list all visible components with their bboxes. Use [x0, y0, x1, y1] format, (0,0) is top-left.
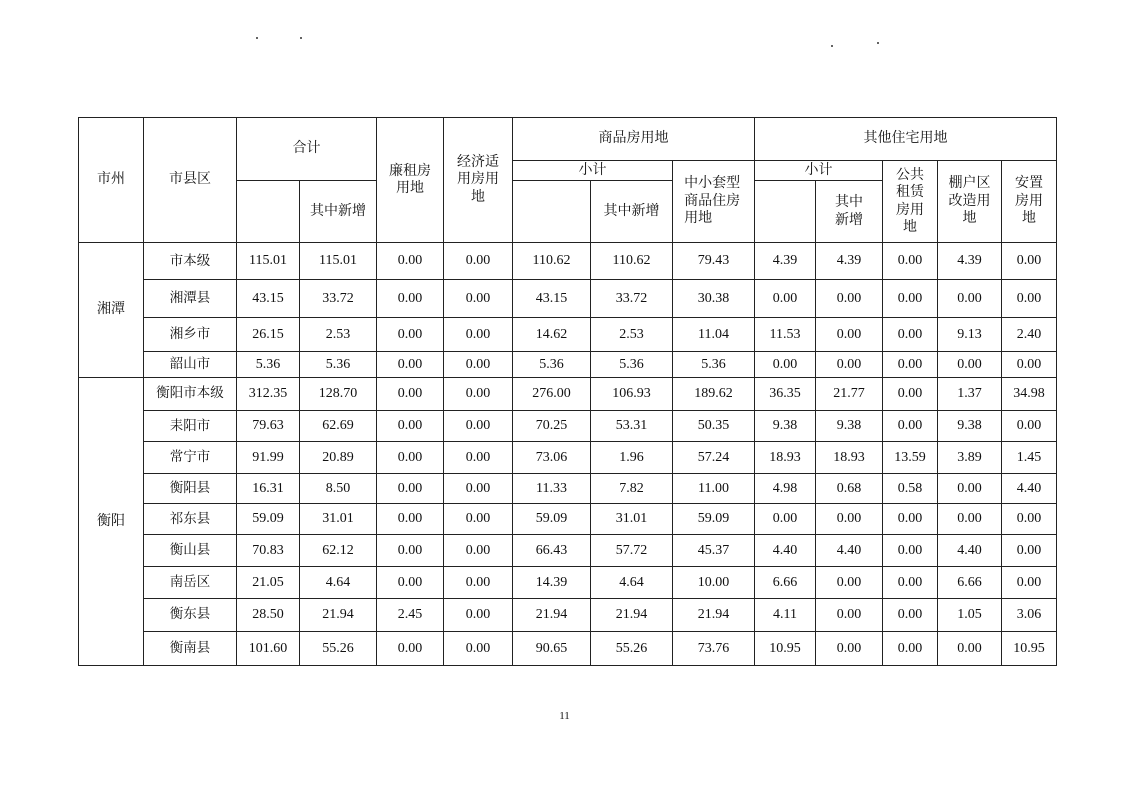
- value-cell: 11.04: [673, 317, 755, 351]
- county-cell: 湘潭县: [144, 280, 237, 317]
- value-cell: 0.00: [938, 352, 1002, 377]
- value-cell: 4.98: [755, 473, 816, 503]
- value-cell: 0.00: [377, 535, 444, 566]
- value-cell: 9.38: [755, 410, 816, 441]
- value-cell: 90.65: [513, 631, 591, 666]
- table-row: [79, 317, 1057, 351]
- scan-speck: [831, 45, 833, 47]
- value-cell: 33.72: [591, 280, 673, 317]
- value-cell: 0.00: [883, 599, 938, 631]
- scan-speck: [300, 37, 302, 39]
- table-row: [79, 599, 1057, 631]
- value-cell: 0.00: [755, 352, 816, 377]
- value-cell: 101.60: [237, 631, 300, 666]
- value-cell: 43.15: [237, 280, 300, 317]
- value-cell: 59.09: [673, 504, 755, 535]
- value-cell: 0.00: [1002, 504, 1057, 535]
- value-cell: 0.00: [816, 504, 883, 535]
- value-cell: 5.36: [513, 352, 591, 377]
- value-cell: 0.00: [377, 243, 444, 280]
- table-row: [79, 243, 1057, 280]
- header-commercial: 商品房用地: [513, 118, 755, 161]
- value-cell: 0.00: [377, 317, 444, 351]
- header-resettle: 安置房用地: [1002, 161, 1057, 243]
- value-cell: 0.00: [1002, 410, 1057, 441]
- value-cell: 0.00: [444, 410, 513, 441]
- value-cell: 0.00: [938, 631, 1002, 666]
- value-cell: 66.43: [513, 535, 591, 566]
- value-cell: 0.00: [938, 280, 1002, 317]
- value-cell: 70.25: [513, 410, 591, 441]
- value-cell: 45.37: [673, 535, 755, 566]
- value-cell: 0.00: [1002, 535, 1057, 566]
- header-commercial-subtotal-blank: [513, 181, 591, 243]
- table-row: [79, 352, 1057, 377]
- header-other-subtotal: 小计: [755, 161, 883, 181]
- value-cell: 43.15: [513, 280, 591, 317]
- value-cell: 11.00: [673, 473, 755, 503]
- value-cell: 7.82: [591, 473, 673, 503]
- value-cell: 0.00: [444, 442, 513, 473]
- value-cell: 0.00: [883, 566, 938, 598]
- value-cell: 30.38: [673, 280, 755, 317]
- value-cell: 4.40: [816, 535, 883, 566]
- value-cell: 0.58: [883, 473, 938, 503]
- value-cell: 21.94: [591, 599, 673, 631]
- value-cell: 4.64: [300, 566, 377, 598]
- value-cell: 2.53: [591, 317, 673, 351]
- county-cell: 耒阳市: [144, 410, 237, 441]
- value-cell: 0.00: [444, 280, 513, 317]
- header-commercial-subtotal: 小计: [513, 161, 673, 181]
- value-cell: 4.39: [816, 243, 883, 280]
- value-cell: 0.00: [816, 317, 883, 351]
- value-cell: 1.45: [1002, 442, 1057, 473]
- value-cell: 4.40: [755, 535, 816, 566]
- value-cell: 20.89: [300, 442, 377, 473]
- value-cell: 0.00: [444, 504, 513, 535]
- value-cell: 5.36: [591, 352, 673, 377]
- header-lowrent: 廉租房用地: [377, 118, 444, 243]
- value-cell: 276.00: [513, 377, 591, 410]
- value-cell: 53.31: [591, 410, 673, 441]
- value-cell: 21.05: [237, 566, 300, 598]
- city-cell: 衡阳: [79, 377, 144, 665]
- value-cell: 0.68: [816, 473, 883, 503]
- value-cell: 4.39: [938, 243, 1002, 280]
- value-cell: 0.00: [883, 504, 938, 535]
- value-cell: 5.36: [237, 352, 300, 377]
- header-total-new: 其中新增: [300, 181, 377, 243]
- county-cell: 湘乡市: [144, 317, 237, 351]
- scan-speck: [877, 42, 879, 44]
- value-cell: 10.95: [1002, 631, 1057, 666]
- value-cell: 73.76: [673, 631, 755, 666]
- value-cell: 31.01: [591, 504, 673, 535]
- value-cell: 0.00: [883, 535, 938, 566]
- value-cell: 0.00: [377, 631, 444, 666]
- header-total-blank: [237, 181, 300, 243]
- header-city: 市州: [79, 118, 144, 243]
- value-cell: 0.00: [377, 442, 444, 473]
- value-cell: 31.01: [300, 504, 377, 535]
- county-cell: 衡阳县: [144, 473, 237, 503]
- county-cell: 祁东县: [144, 504, 237, 535]
- page-number: 11: [559, 710, 570, 722]
- header-other-new: 其中新增: [816, 181, 883, 243]
- value-cell: 1.37: [938, 377, 1002, 410]
- value-cell: 0.00: [444, 317, 513, 351]
- value-cell: 59.09: [513, 504, 591, 535]
- value-cell: 312.35: [237, 377, 300, 410]
- value-cell: 4.64: [591, 566, 673, 598]
- value-cell: 0.00: [883, 631, 938, 666]
- table-row: [79, 535, 1057, 566]
- value-cell: 50.35: [673, 410, 755, 441]
- value-cell: 21.94: [513, 599, 591, 631]
- header-commercial-small: 中小套型商品住房用地: [673, 161, 755, 243]
- county-cell: 衡阳市本级: [144, 377, 237, 410]
- table-row: [79, 377, 1057, 410]
- value-cell: 73.06: [513, 442, 591, 473]
- value-cell: 6.66: [938, 566, 1002, 598]
- value-cell: 0.00: [938, 473, 1002, 503]
- table-row: [79, 280, 1057, 317]
- value-cell: 0.00: [883, 280, 938, 317]
- table-row: [79, 566, 1057, 598]
- value-cell: 0.00: [1002, 352, 1057, 377]
- value-cell: 4.40: [1002, 473, 1057, 503]
- value-cell: 8.50: [300, 473, 377, 503]
- value-cell: 0.00: [444, 473, 513, 503]
- value-cell: 110.62: [591, 243, 673, 280]
- value-cell: 34.98: [1002, 377, 1057, 410]
- table-row: [79, 631, 1057, 666]
- value-cell: 21.94: [673, 599, 755, 631]
- value-cell: 0.00: [755, 280, 816, 317]
- value-cell: 18.93: [755, 442, 816, 473]
- value-cell: 115.01: [237, 243, 300, 280]
- value-cell: 1.96: [591, 442, 673, 473]
- value-cell: 70.83: [237, 535, 300, 566]
- value-cell: 110.62: [513, 243, 591, 280]
- value-cell: 0.00: [377, 410, 444, 441]
- value-cell: 11.53: [755, 317, 816, 351]
- value-cell: 57.24: [673, 442, 755, 473]
- value-cell: 79.43: [673, 243, 755, 280]
- value-cell: 1.05: [938, 599, 1002, 631]
- value-cell: 6.66: [755, 566, 816, 598]
- value-cell: 3.89: [938, 442, 1002, 473]
- value-cell: 0.00: [816, 352, 883, 377]
- value-cell: 21.94: [300, 599, 377, 631]
- value-cell: 0.00: [444, 631, 513, 666]
- value-cell: 0.00: [444, 535, 513, 566]
- value-cell: 0.00: [816, 599, 883, 631]
- value-cell: 115.01: [300, 243, 377, 280]
- value-cell: 79.63: [237, 410, 300, 441]
- value-cell: 18.93: [816, 442, 883, 473]
- value-cell: 0.00: [444, 243, 513, 280]
- value-cell: 0.00: [444, 377, 513, 410]
- value-cell: 0.00: [444, 599, 513, 631]
- county-cell: 衡东县: [144, 599, 237, 631]
- value-cell: 4.11: [755, 599, 816, 631]
- value-cell: 0.00: [377, 377, 444, 410]
- value-cell: 0.00: [883, 243, 938, 280]
- value-cell: 10.95: [755, 631, 816, 666]
- value-cell: 0.00: [444, 352, 513, 377]
- value-cell: 0.00: [883, 352, 938, 377]
- value-cell: 0.00: [816, 280, 883, 317]
- county-cell: 韶山市: [144, 352, 237, 377]
- county-cell: 衡山县: [144, 535, 237, 566]
- table-row: [79, 473, 1057, 503]
- value-cell: 0.00: [377, 504, 444, 535]
- value-cell: 0.00: [883, 377, 938, 410]
- value-cell: 26.15: [237, 317, 300, 351]
- value-cell: 0.00: [444, 566, 513, 598]
- land-supply-table: [78, 117, 1057, 666]
- value-cell: 62.69: [300, 410, 377, 441]
- value-cell: 2.53: [300, 317, 377, 351]
- value-cell: 0.00: [938, 504, 1002, 535]
- value-cell: 4.40: [938, 535, 1002, 566]
- value-cell: 106.93: [591, 377, 673, 410]
- city-cell: 湘潭: [79, 243, 144, 378]
- value-cell: 3.06: [1002, 599, 1057, 631]
- header-county: 市县区: [144, 118, 237, 243]
- value-cell: 55.26: [591, 631, 673, 666]
- value-cell: 21.77: [816, 377, 883, 410]
- value-cell: 28.50: [237, 599, 300, 631]
- value-cell: 0.00: [755, 504, 816, 535]
- value-cell: 62.12: [300, 535, 377, 566]
- value-cell: 11.33: [513, 473, 591, 503]
- table-row: [79, 504, 1057, 535]
- value-cell: 9.38: [816, 410, 883, 441]
- header-other: 其他住宅用地: [755, 118, 1057, 161]
- value-cell: 91.99: [237, 442, 300, 473]
- value-cell: 10.00: [673, 566, 755, 598]
- value-cell: 0.00: [377, 566, 444, 598]
- scan-speck: [256, 37, 258, 39]
- value-cell: 189.62: [673, 377, 755, 410]
- county-cell: 衡南县: [144, 631, 237, 666]
- header-shanty: 棚户区改造用地: [938, 161, 1002, 243]
- value-cell: 0.00: [816, 631, 883, 666]
- value-cell: 0.00: [1002, 243, 1057, 280]
- header-total: 合计: [237, 118, 377, 181]
- county-cell: 市本级: [144, 243, 237, 280]
- table-row: [79, 442, 1057, 473]
- value-cell: 0.00: [377, 352, 444, 377]
- value-cell: 0.00: [1002, 280, 1057, 317]
- value-cell: 9.13: [938, 317, 1002, 351]
- value-cell: 2.45: [377, 599, 444, 631]
- header-commercial-new: 其中新增: [591, 181, 673, 243]
- value-cell: 13.59: [883, 442, 938, 473]
- table-row: [79, 410, 1057, 441]
- value-cell: 5.36: [300, 352, 377, 377]
- county-cell: 南岳区: [144, 566, 237, 598]
- value-cell: 0.00: [1002, 566, 1057, 598]
- value-cell: 59.09: [237, 504, 300, 535]
- value-cell: 0.00: [377, 473, 444, 503]
- header-other-subtotal-blank: [755, 181, 816, 243]
- value-cell: 2.40: [1002, 317, 1057, 351]
- value-cell: 16.31: [237, 473, 300, 503]
- value-cell: 4.39: [755, 243, 816, 280]
- value-cell: 0.00: [816, 566, 883, 598]
- value-cell: 14.62: [513, 317, 591, 351]
- value-cell: 33.72: [300, 280, 377, 317]
- value-cell: 57.72: [591, 535, 673, 566]
- value-cell: 0.00: [883, 410, 938, 441]
- header-affordable: 经济适用房用地: [444, 118, 513, 243]
- value-cell: 14.39: [513, 566, 591, 598]
- header-public-rent: 公共租赁房用地: [883, 161, 938, 243]
- value-cell: 36.35: [755, 377, 816, 410]
- value-cell: 5.36: [673, 352, 755, 377]
- value-cell: 0.00: [883, 317, 938, 351]
- county-cell: 常宁市: [144, 442, 237, 473]
- value-cell: 0.00: [377, 280, 444, 317]
- value-cell: 55.26: [300, 631, 377, 666]
- value-cell: 128.70: [300, 377, 377, 410]
- value-cell: 9.38: [938, 410, 1002, 441]
